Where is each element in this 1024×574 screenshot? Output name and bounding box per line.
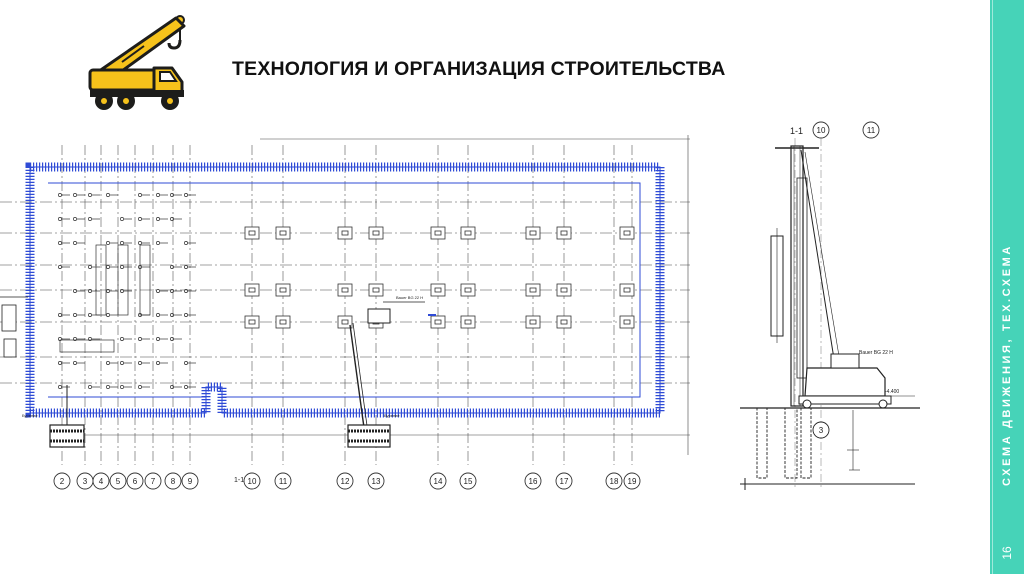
- axis-bubble: [165, 473, 181, 489]
- drilling-rig-body: [799, 354, 891, 408]
- pile: [106, 193, 118, 196]
- svg-text:18: 18: [609, 477, 619, 486]
- axis-bubble: [525, 473, 541, 489]
- svg-text:15: 15: [463, 477, 473, 486]
- pile: [156, 241, 168, 244]
- pile: [120, 385, 132, 388]
- svg-text:12: 12: [340, 477, 350, 486]
- svg-text:16: 16: [528, 477, 538, 486]
- axis-bubble: [244, 473, 260, 489]
- pile: [156, 313, 168, 316]
- pile-cap: [461, 316, 475, 328]
- pile-cap: [245, 316, 259, 328]
- svg-text:5: 5: [115, 477, 121, 486]
- pile: [138, 385, 150, 388]
- axis-bubble: [624, 473, 640, 489]
- pile: [58, 265, 70, 268]
- svg-text:8: 8: [170, 477, 176, 486]
- svg-text:10: 10: [816, 126, 826, 135]
- pile: [120, 265, 132, 268]
- pile: [170, 193, 182, 196]
- pile-cap: [557, 316, 571, 328]
- pile-cap: [276, 316, 290, 328]
- pile: [58, 193, 70, 196]
- pile-caps: [245, 227, 634, 328]
- pile: [170, 337, 182, 340]
- pile: [156, 337, 168, 340]
- axis-bubble: [368, 473, 384, 489]
- pile: [184, 265, 196, 268]
- pile-cap: [431, 316, 445, 328]
- svg-text:3: 3: [82, 477, 88, 486]
- svg-text:3: 3: [818, 426, 824, 435]
- plan-machine-label: Bauer BG 22 H: [396, 295, 424, 300]
- pile: [58, 361, 70, 364]
- pile-cap: [526, 316, 540, 328]
- svg-text:17: 17: [559, 477, 569, 486]
- pile: [88, 217, 100, 220]
- section-dimension: [847, 410, 860, 470]
- section-elevation: -4.400: [885, 389, 900, 395]
- pile-cap: [276, 227, 290, 239]
- pile: [58, 241, 70, 244]
- axis-bubble: [275, 473, 291, 489]
- pile-strip: [140, 245, 150, 315]
- pile: [138, 217, 150, 220]
- pile: [184, 193, 196, 196]
- drilling-rig-left: [22, 385, 84, 447]
- pile-cap: [557, 227, 571, 239]
- page-number: 16: [1000, 546, 1014, 560]
- pile: [73, 193, 85, 196]
- pile: [88, 385, 100, 388]
- pile: [73, 361, 85, 364]
- section-title: 1-1: [790, 126, 804, 136]
- pile: [156, 217, 168, 220]
- pile: [58, 385, 70, 388]
- pile-cap: [557, 284, 571, 296]
- pile: [120, 241, 132, 244]
- equipment-block: [60, 340, 114, 352]
- pile: [88, 265, 100, 268]
- pile-cap: [369, 227, 383, 239]
- section-1-1-drawing: [735, 118, 925, 498]
- axis-bubble: [145, 473, 161, 489]
- pile: [106, 265, 118, 268]
- axis-bubble: [337, 473, 353, 489]
- svg-text:11: 11: [866, 126, 876, 135]
- crane-truck-icon: [86, 14, 192, 114]
- section-piles: [757, 408, 811, 478]
- slide-title: ТЕХНОЛОГИЯ И ОРГАНИЗАЦИЯ СТРОИТЕЛЬСТВА: [232, 58, 726, 80]
- axis-bubble: [460, 473, 476, 489]
- axis-bubble: [127, 473, 143, 489]
- section-axis-bubble-11: [863, 122, 879, 138]
- axis-bubble: [77, 473, 93, 489]
- sidebar-divider: [992, 0, 993, 574]
- pile: [120, 337, 132, 340]
- plan-note-left: Бурение: [22, 413, 38, 418]
- pile-cap: [276, 284, 290, 296]
- svg-text:4: 4: [98, 477, 104, 486]
- pile-cap: [461, 284, 475, 296]
- pile: [58, 313, 70, 316]
- section-axis-bubble-10: [813, 122, 829, 138]
- svg-text:13: 13: [371, 477, 381, 486]
- axis-bubble: [556, 473, 572, 489]
- pile-cap: [245, 227, 259, 239]
- pile: [106, 313, 118, 316]
- pile-cap: [526, 284, 540, 296]
- svg-text:14: 14: [433, 477, 443, 486]
- pile: [138, 193, 150, 196]
- svg-text:7: 7: [150, 477, 156, 486]
- pile: [120, 361, 132, 364]
- axis-bubble: [110, 473, 126, 489]
- left-equipment: [0, 297, 28, 357]
- pile: [106, 241, 118, 244]
- pile: [138, 337, 150, 340]
- pile-cap: [620, 227, 634, 239]
- pile-cap: [338, 284, 352, 296]
- pile: [156, 193, 168, 196]
- pile: [170, 385, 182, 388]
- pile-cap: [526, 227, 540, 239]
- pile: [156, 361, 168, 364]
- sidebar-caption: СХЕМА ДВИЖЕНИЯ, ТЕХ.СХЕМА: [1001, 244, 1013, 486]
- pile: [138, 241, 150, 244]
- drilling-rig-center: [348, 413, 400, 447]
- pile: [58, 217, 70, 220]
- pile: [106, 385, 118, 388]
- pile: [106, 361, 118, 364]
- pile: [88, 193, 100, 196]
- pile: [170, 265, 182, 268]
- svg-text:11: 11: [278, 477, 288, 486]
- site-plan-drawing: [0, 125, 700, 495]
- pile: [73, 313, 85, 316]
- pile-cap: [431, 284, 445, 296]
- svg-text:19: 19: [627, 477, 637, 486]
- axis-bubbles: [54, 473, 640, 489]
- plan-note-center: Бурение: [384, 413, 400, 418]
- section-pile-mark: [813, 422, 829, 438]
- axis-bubble: [182, 473, 198, 489]
- pile: [73, 241, 85, 244]
- pile-cap: [431, 227, 445, 239]
- pile-cap: [369, 284, 383, 296]
- axis-bubble: [93, 473, 109, 489]
- axis-bubble: [54, 473, 70, 489]
- pile: [170, 217, 182, 220]
- svg-text:6: 6: [132, 477, 138, 486]
- pile-cap: [620, 284, 634, 296]
- axis-bubble: [430, 473, 446, 489]
- svg-text:2: 2: [59, 477, 65, 486]
- pile: [120, 217, 132, 220]
- pile: [138, 361, 150, 364]
- plan-section-mark: 1-1: [234, 477, 245, 484]
- pile-cap: [461, 227, 475, 239]
- pile-cap: [245, 284, 259, 296]
- pile-field: [58, 193, 196, 388]
- pile-cap: [620, 316, 634, 328]
- pile-strip: [118, 245, 128, 315]
- pile-cap: [338, 227, 352, 239]
- svg-text:10: 10: [247, 477, 257, 486]
- pile: [73, 217, 85, 220]
- pile: [170, 313, 182, 316]
- svg-text:9: 9: [187, 477, 193, 486]
- axis-bubble: [606, 473, 622, 489]
- section-rig-label: Bauer BG 22 H: [859, 350, 893, 356]
